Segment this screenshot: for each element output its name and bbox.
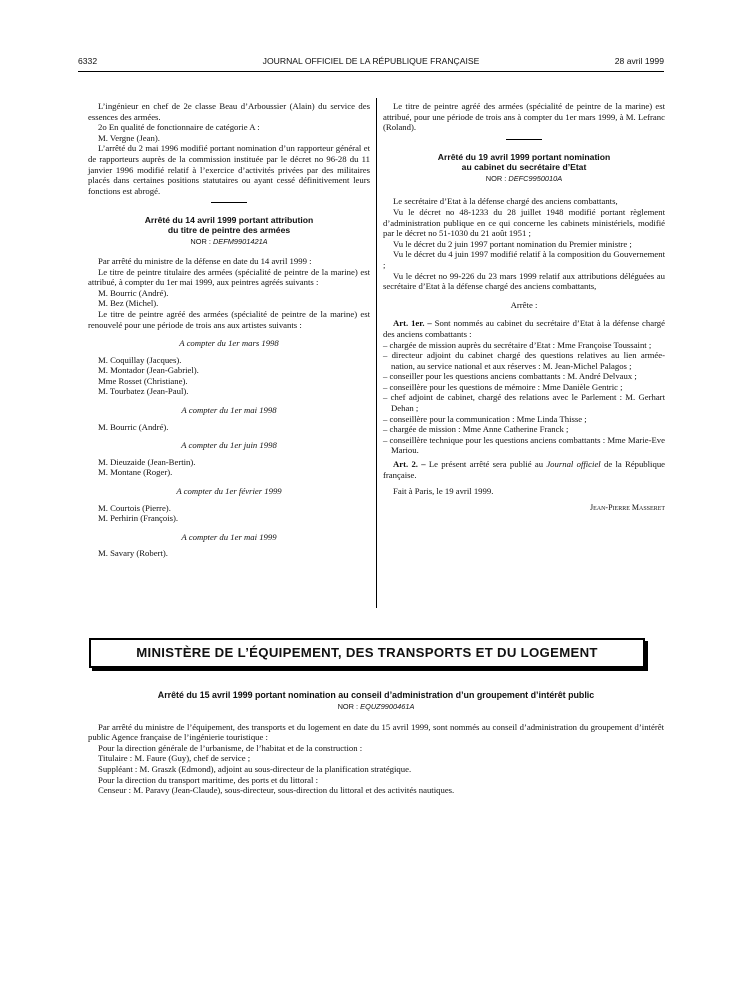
paragraph: L’arrêté du 2 mai 1996 modifié portant nomination d’un rapporteur général et de rapporteurs auprès de la commission instituée par le décret no 96-28 du 11 janvier 1996 modifié relatif à l’exercice d’activités privées par des militaires placés dans certaines positions statutaires ou ayant cessé définitivement leurs fonctions est abrogé. bbox=[88, 143, 370, 196]
journal-title: JOURNAL OFFICIEL DE LA RÉPUBLIQUE FRANÇAISE bbox=[262, 56, 480, 66]
nor-label: NOR : bbox=[190, 237, 211, 247]
right-column bbox=[383, 101, 665, 513]
name-entry: M. Bez (Michel). bbox=[98, 298, 159, 309]
arrete-block bbox=[383, 152, 665, 514]
section-divider bbox=[506, 139, 542, 140]
column-separator bbox=[376, 98, 377, 608]
paragraph: L’ingénieur en chef de 2e classe Beau d’Arboussier (Alain) du service des essences des armées. bbox=[88, 101, 370, 122]
list-item: – directeur adjoint du cabinet chargé des questions relatives au lien armée-nation, au service national et aux réserves : M. Jean-Michel Palagos ; bbox=[383, 350, 665, 371]
nor-label: NOR : bbox=[485, 173, 507, 183]
date-heading: A compter du 1er juin 1998 bbox=[181, 440, 277, 451]
paragraph: Vu le décret du 4 juin 1997 modifié relatif à la composition du Gouvernement ; bbox=[383, 249, 665, 270]
page-number: 6332 bbox=[78, 56, 98, 66]
paragraph: Le titre de peintre agréé des armées (spécialité de peintre de la marine) est attribué, pour une période de trois ans à compter du 1er mars 1999, à M. Lefranc (Roland). bbox=[383, 101, 665, 133]
bottom-arrete bbox=[88, 690, 664, 796]
date-heading: A compter du 1er mai 1999 bbox=[181, 531, 277, 542]
list-item: – conseiller pour les questions anciens combattants : M. André Delvaux ; bbox=[383, 371, 637, 382]
arrete-word: Arrête : bbox=[510, 299, 538, 310]
paragraph: Vu le décret no 99-226 du 23 mars 1999 relatif aux attributions déléguées au secrétaire d’Etat à la défense chargé des anciens combattants, bbox=[383, 270, 665, 292]
arrete-title-line: Arrêté du 19 avril 1999 portant nomination bbox=[437, 151, 611, 162]
list-item: – chargée de mission : Mme Anne Catherine Franck ; bbox=[383, 424, 569, 435]
section-divider bbox=[211, 202, 247, 203]
arrete-title bbox=[88, 215, 370, 235]
name-entry: M. Savary (Robert). bbox=[98, 548, 168, 559]
article-label: Art. 1er. – bbox=[393, 318, 432, 329]
list-item: – conseillère pour la communication : Mme Linda Thisse ; bbox=[383, 413, 587, 424]
date-heading: A compter du 1er mai 1998 bbox=[181, 405, 277, 416]
list-item: – conseillère pour les questions de mémoire : Mme Danièle Gentric ; bbox=[383, 381, 623, 392]
journal-reference: Journal officiel bbox=[546, 459, 601, 470]
arrete-title: Arrêté du 15 avril 1999 portant nomination au conseil d’administration d’un groupement d’intérêt public bbox=[157, 690, 595, 700]
arrete-title-line: du titre de peintre des armées bbox=[167, 225, 291, 236]
arrete-title-line: Arrêté du 14 avril 1999 portant attribution bbox=[144, 215, 314, 226]
paragraph: Le titre de peintre agréé des armées (spécialité de peintre de la marine) est renouvelé pour une période de trois ans aux artistes suivants : bbox=[88, 308, 370, 330]
article-1 bbox=[383, 318, 665, 339]
paragraph: Titulaire : M. Faure (Guy), chef de service ; bbox=[98, 753, 251, 764]
left-column bbox=[88, 101, 370, 559]
paragraph: Censeur : M. Paravy (Jean-Claude), sous-directeur, sous-direction du littoral et des activités nautiques. bbox=[98, 785, 455, 796]
date-heading: A compter du 1er février 1999 bbox=[176, 486, 282, 497]
done-at: Fait à Paris, le 19 avril 1999. bbox=[393, 486, 494, 497]
list-item: – chef adjoint de cabinet, chargé des relations avec le Parlement : M. Gerhart Dehan ; bbox=[383, 392, 665, 414]
list-item: – conseillère technique pour les questions anciens combattants : Mme Marie-Eve Mariou. bbox=[383, 434, 665, 456]
paragraph: Par arrêté du ministre de l’équipement, des transports et du logement en date du 15 avril 1999, sont nommés au conseil d’administration du groupement d’intérêt public Agence française de l’ingénierie touristique : bbox=[88, 721, 664, 743]
nor-code: EQUZ9900461A bbox=[360, 702, 415, 711]
paragraph: Vu le décret du 2 juin 1997 portant nomination du Premier ministre ; bbox=[393, 238, 632, 249]
name-entry: M. Coquillay (Jacques). bbox=[98, 354, 182, 365]
nor-label: NOR : bbox=[337, 702, 359, 711]
name-entry: M. Dieuzaide (Jean-Bertin). bbox=[98, 456, 196, 467]
paragraph: 2o En qualité de fonctionnaire de catégorie A : bbox=[98, 122, 260, 133]
name-entry: M. Montador (Jean-Gabriel). bbox=[98, 365, 199, 376]
nor-code: DEFC9950010A bbox=[508, 173, 563, 183]
name-entry: M. Courtois (Pierre). bbox=[98, 502, 171, 513]
paragraph: Pour la direction générale de l’urbanisme, de l’habitat et de la construction : bbox=[98, 742, 363, 753]
article-2 bbox=[383, 459, 665, 480]
paragraph: Vu le décret no 48-1233 du 28 juillet 1948 modifié portant règlement d’administration publique en ce qui concerne les cabinets ministériels, modifié par le décret no 51-1030 du 21 août 1951 ; bbox=[383, 206, 665, 239]
article-label: Art. 2. – bbox=[393, 459, 426, 470]
page-header bbox=[78, 56, 664, 70]
paragraph: Pour la direction du transport maritime, des ports et du littoral : bbox=[98, 774, 319, 785]
article-text: Le présent arrêté sera publié au bbox=[428, 459, 544, 470]
name-entry: Mme Rosset (Christiane). bbox=[98, 375, 188, 386]
signature: Jean-Pierre Masseret bbox=[589, 502, 665, 512]
paragraph: M. Vergne (Jean). bbox=[98, 132, 160, 143]
nor-reference bbox=[88, 237, 370, 248]
paragraph: Suppléant : M. Graszk (Edmond), adjoint au sous-directeur de la planification stratégique. bbox=[98, 763, 412, 774]
publication-date: 28 avril 1999 bbox=[614, 56, 664, 66]
name-entry: M. Bourric (André). bbox=[98, 421, 169, 432]
nor-code: DEFM9901421A bbox=[212, 237, 268, 247]
paragraph: Par arrêté du ministre de la défense en date du 14 avril 1999 : bbox=[98, 255, 312, 266]
name-entry: M. Montane (Roger). bbox=[98, 467, 173, 478]
name-entry: M. Tourbatez (Jean-Paul). bbox=[98, 386, 189, 397]
article-text: de la République française. bbox=[383, 459, 666, 480]
date-heading: A compter du 1er mars 1998 bbox=[179, 338, 279, 349]
arrete-title bbox=[383, 152, 665, 172]
list-item: – chargée de mission auprès du secrétaire d’Etat : Mme Françoise Toussaint ; bbox=[383, 339, 652, 350]
paragraph: Le secrétaire d’Etat à la défense chargé des anciens combattants, bbox=[393, 196, 618, 207]
arrete-block bbox=[88, 215, 370, 559]
name-entry: M. Bourric (André). bbox=[98, 287, 169, 298]
name-entry: M. Perhirin (François). bbox=[98, 513, 179, 524]
nor-reference bbox=[88, 702, 664, 713]
header-rule bbox=[78, 71, 664, 72]
nor-reference bbox=[383, 174, 665, 185]
arrete-title-line: au cabinet du secrétaire d’Etat bbox=[461, 161, 587, 172]
article-text: Sont nommés au cabinet du secrétaire d’Etat à la défense chargé des anciens combattants : bbox=[383, 318, 665, 339]
ministry-banner: MINISTÈRE DE L’ÉQUIPEMENT, DES TRANSPORTS ET DU LOGEMENT bbox=[89, 638, 645, 668]
paragraph: Le titre de peintre titulaire des armées (spécialité de peintre de la marine) est attribué, à compter du 1er mai 1999, aux peintres agréés suivants : bbox=[88, 266, 370, 288]
